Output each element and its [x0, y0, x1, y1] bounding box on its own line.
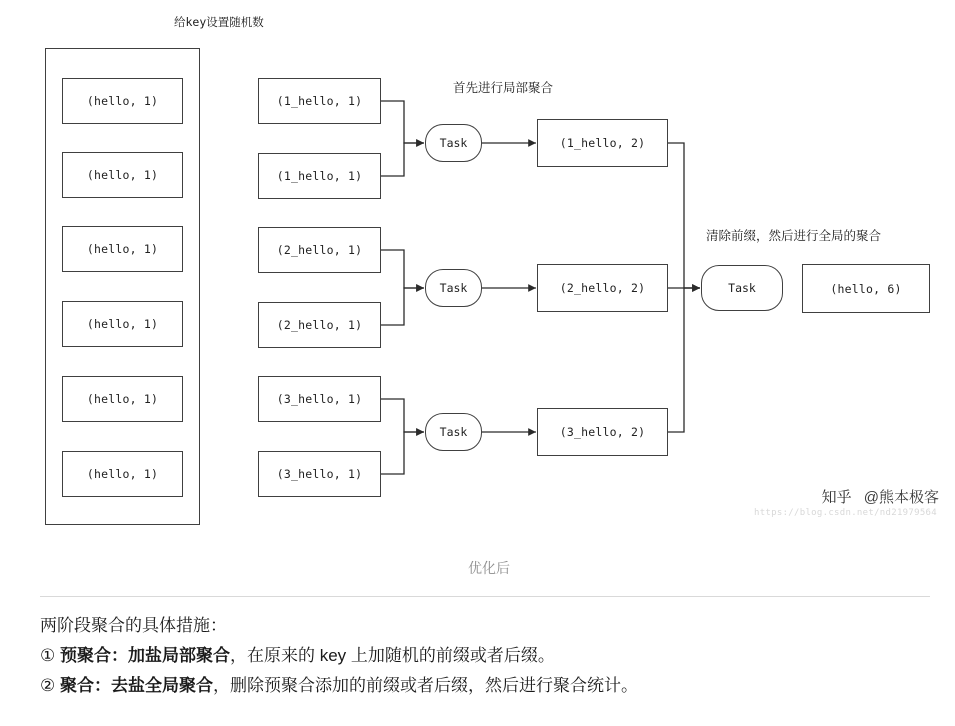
- salted-record-box: (3_hello, 1): [258, 376, 381, 422]
- caption-global-aggregation: 清除前缀，然后进行全局的聚合: [706, 229, 882, 243]
- salted-record-box: (2_hello, 1): [258, 227, 381, 273]
- global-result-box: (hello, 6): [802, 264, 930, 313]
- diagram-sub-caption: 优化后: [468, 560, 510, 576]
- watermark: [822, 486, 939, 507]
- notes-line-1-prefix: ①: [40, 646, 60, 665]
- local-result-box: (2_hello, 2): [537, 264, 668, 312]
- notes-line-2-bold: 聚合：去盐全局聚合: [59, 676, 213, 695]
- local-result-box: (1_hello, 2): [537, 119, 668, 167]
- source-record-box: (hello, 1): [62, 376, 183, 422]
- caption-set-random-key: 给key设置随机数: [174, 15, 264, 29]
- notes-heading: 两阶段聚合的具体措施：: [40, 616, 227, 635]
- salted-record-box: (3_hello, 1): [258, 451, 381, 497]
- salted-record-box: (1_hello, 1): [258, 153, 381, 199]
- local-task-node: Task: [425, 269, 482, 307]
- source-record-box: (hello, 1): [62, 226, 183, 272]
- watermark-author: @熊本极客: [863, 489, 939, 506]
- source-record-box: (hello, 1): [62, 152, 183, 198]
- notes-line-2: [40, 671, 930, 701]
- notes-line-1: [40, 641, 930, 671]
- watermark-faint-url: https://blog.csdn.net/nd21979564: [754, 508, 937, 518]
- notes-line-2-prefix: ②: [40, 676, 60, 695]
- notes-block: [40, 596, 930, 701]
- caption-local-aggregation: 首先进行局部聚合: [453, 81, 554, 95]
- notes-line-1-bold: 预聚合：加盐局部聚合: [59, 646, 230, 665]
- global-task-node: Task: [701, 265, 783, 311]
- local-task-node: Task: [425, 124, 482, 162]
- source-record-box: (hello, 1): [62, 78, 183, 124]
- notes-line-1-rest: ，在原来的 key 上加随机的前缀或者后缀。: [229, 646, 555, 665]
- source-record-box: (hello, 1): [62, 301, 183, 347]
- notes-line-2-rest: ，删除预聚合添加的前缀或者后缀，然后进行聚合统计。: [212, 676, 638, 695]
- salted-record-box: (2_hello, 1): [258, 302, 381, 348]
- source-record-box: (hello, 1): [62, 451, 183, 497]
- local-result-box: (3_hello, 2): [537, 408, 668, 456]
- watermark-zhihu: 知乎: [821, 489, 852, 506]
- salted-record-box: (1_hello, 1): [258, 78, 381, 124]
- local-task-node: Task: [425, 413, 482, 451]
